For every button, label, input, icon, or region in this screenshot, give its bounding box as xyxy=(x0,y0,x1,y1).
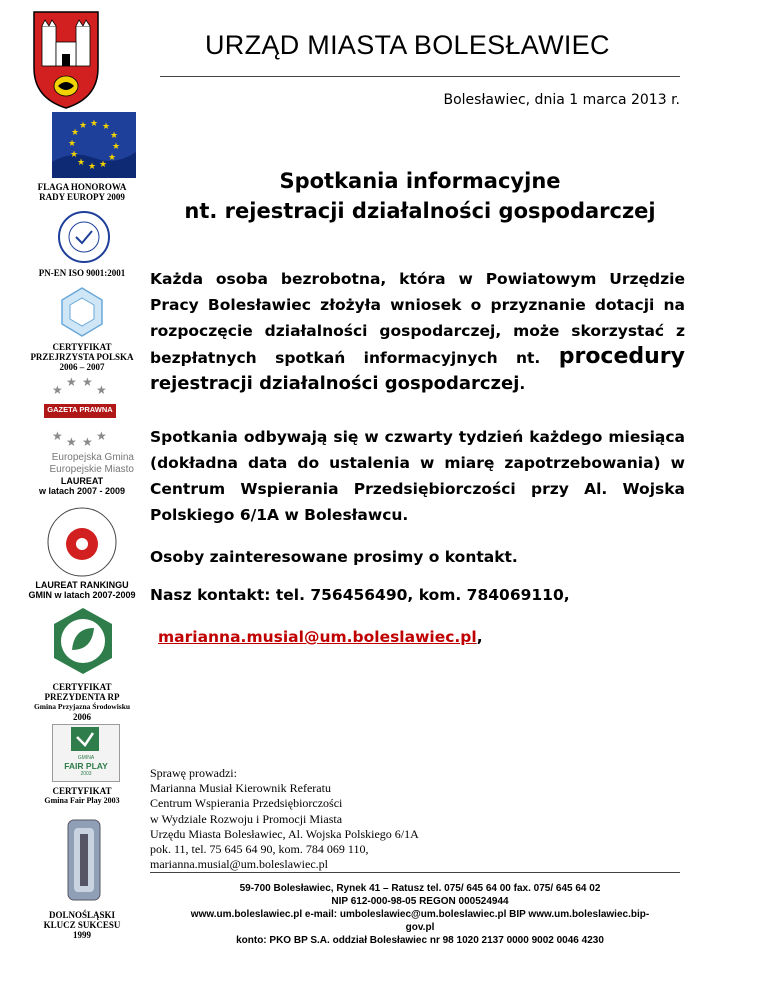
flag-caption: FLAGA HONOROWA RADY EUROPY 2009 xyxy=(37,182,127,202)
ranking-caption: LAUREAT RANKINGU GMIN w latach 2007-2009 xyxy=(28,580,136,600)
main-title: Spotkania informacyjne nt. rejestracji działalności gospodarczej xyxy=(184,169,656,223)
header-divider xyxy=(160,76,680,77)
fair-play-caption: CERTYFIKAT Gmina Fair Play 2003 xyxy=(44,786,120,805)
paragraph-eligibility: Każda osoba bezrobotna, która w Powiatowym Urzędzie Pracy Bolesławiec złożyła wniosek o przyznanie dotacji na rozpoczęcie działalności gospodarczej, może skorzystać z bezpłatnych spotkań informacyjnych nt. procedury rejestracji działalności gospodarczej. xyxy=(150,270,685,394)
letter-date: Bolesławiec, dnia 1 marca 2013 r. xyxy=(443,92,680,108)
association-seal-icon xyxy=(36,500,128,580)
eu-flag-icon xyxy=(52,112,136,178)
svg-text:★: ★ xyxy=(66,435,77,448)
svg-text:★: ★ xyxy=(99,159,108,169)
footer-divider xyxy=(150,872,680,873)
gmina-label: Europejska Gmina Europejskie Miasto xyxy=(49,452,134,475)
contact-email: marianna.musial@um.boleslawiec.pl, xyxy=(158,628,483,646)
svg-text:★: ★ xyxy=(66,375,77,389)
footer-address: 59-700 Bolesławiec, Rynek 41 – Ratusz tel. 075/ 645 64 00 fax. 075/ 645 64 02 NIP 612-000-98-05 REGON 000524944 www.um.boleslawiec.pl e-mail: umboleslawiec@um.boleslawiec.pl BIP www.um.boleslawiec.bip- gov.pl konto: PKO BP S.A. oddział Bolesławiec nr 98 1020 2137 0000 9002 0046 4230 xyxy=(190,883,650,946)
gazeta-label: GAZETA PRAWNA xyxy=(47,405,113,414)
president-caption: CERTYFIKAT PREZYDENTA RP Gmina Przyjazna Środowisku 2006 xyxy=(33,682,131,722)
signature-block: Sprawę prowadzi: Marianna Musiał Kierownik Referatu Centrum Wspierania Przedsiębiorczości w Wydziale Rozwoju i Promocji Miasta Urzędu Miasta Bolesławiec, Al. Wojska Polskiego 6/1A pok. 11, tel. 75 645 64 90, kom. 784 069 110, marianna.musial@um.boleslawiec.pl xyxy=(150,766,419,872)
svg-text:★: ★ xyxy=(102,121,111,131)
svg-text:★: ★ xyxy=(71,127,80,137)
svg-text:★: ★ xyxy=(96,429,107,443)
svg-text:★: ★ xyxy=(52,429,63,443)
svg-text:★: ★ xyxy=(70,149,79,159)
key-caption: DOLNOŚLĄSKI KLUCZ SUKCESU 1999 xyxy=(43,910,121,940)
svg-text:★: ★ xyxy=(88,161,97,171)
svg-text:★: ★ xyxy=(112,141,121,151)
transparency-cube-icon xyxy=(58,286,106,338)
svg-text:★: ★ xyxy=(110,130,119,140)
email-link[interactable]: marianna.musial@um.boleslawiec.pl xyxy=(158,628,477,646)
svg-text:★: ★ xyxy=(90,118,99,128)
svg-text:★: ★ xyxy=(52,383,63,397)
coat-of-arms-icon xyxy=(30,8,102,110)
paragraph-invite: Osoby zainteresowane prosimy o kontakt. xyxy=(150,548,518,566)
transparency-caption: CERTYFIKAT PRZEJRZYSTA POLSKA 2006 – 2007 xyxy=(30,342,134,372)
svg-text:★: ★ xyxy=(82,375,93,389)
svg-text:★: ★ xyxy=(82,435,93,448)
key-trophy-icon xyxy=(62,814,106,906)
svg-text:★: ★ xyxy=(79,120,88,130)
svg-text:★: ★ xyxy=(68,138,77,148)
eco-leaf-seal-icon xyxy=(50,606,116,676)
iso-caption: PN-EN ISO 9001:2001 xyxy=(38,268,126,278)
office-title: URZĄD MIASTA BOLESŁAWIEC xyxy=(205,30,610,60)
paragraph-schedule: Spotkania odbywają się w czwarty tydzień każdego miesiąca (dokładna data do ustalenia w miarę zapotrzebowania) w Centrum Wspierania Przedsiębiorczości przy Al. Wojska Polskiego 6/1A w Bolesławcu. xyxy=(150,428,685,524)
paragraph-contact: Nasz kontakt: tel. 756456490, kom. 784069110, xyxy=(150,586,570,604)
laureat-caption: LAUREAT w latach 2007 - 2009 xyxy=(38,476,126,496)
svg-text:★: ★ xyxy=(108,152,117,162)
svg-text:★: ★ xyxy=(96,383,107,397)
iso-seal-icon xyxy=(56,210,112,264)
svg-text:★: ★ xyxy=(77,157,86,167)
fair-play-badge: GMINA FAIR PLAY 2003 xyxy=(52,724,120,782)
checkmark-icon xyxy=(53,725,117,755)
